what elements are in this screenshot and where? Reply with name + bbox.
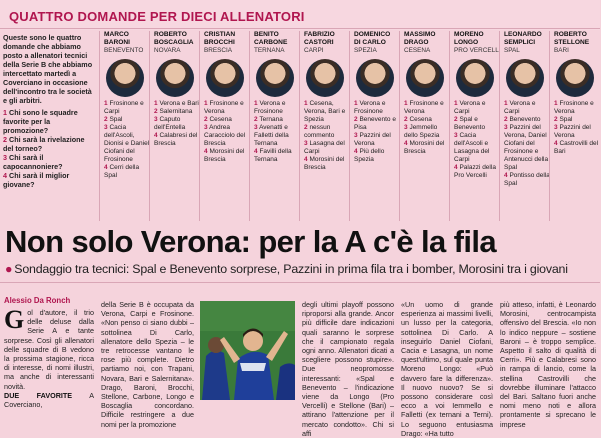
coach-portrait bbox=[506, 59, 544, 97]
answer-number: 3 bbox=[254, 124, 258, 131]
answer-number: 1 bbox=[304, 100, 308, 107]
answer-text: Morosini del Brescia bbox=[404, 140, 445, 155]
answer-number: 3 bbox=[354, 132, 358, 139]
answer-text: Verona e Frosinone bbox=[354, 100, 386, 115]
answer-number: 4 bbox=[454, 164, 458, 171]
answer-number: 1 bbox=[254, 100, 258, 107]
coach-name: MORENO LONGO bbox=[454, 31, 484, 46]
answer-number: 2 bbox=[354, 116, 358, 123]
coach-answer bbox=[404, 116, 451, 124]
answer-number: 4 bbox=[204, 148, 208, 155]
coach-column bbox=[399, 31, 451, 221]
coach-column bbox=[99, 31, 151, 221]
coach-name: ROBERTO BOSCAGLIA bbox=[154, 31, 194, 46]
article-column-3: degli ultimi playoff possono riproporsi alla grande. Ancor più difficile dare indicazioni quali saranno le sorprese che il campionato regala ogni anno. Allenatori dicati a scegliere possono stupire». Due neopromosse interessanti: «Spal e Benevento – l'indicazione viene da Longo (Pro Vercelli) e Stellone (Bari) – attirano l'attenzione per il mercato condotto». Chi si affi bbox=[302, 300, 394, 438]
coach-answer bbox=[354, 132, 401, 148]
article-col1-text: ol d'autore, il trio delle deluse dalla Serie A e tante sorprese. Così gli allenatori delle squadre di B vedono la prossima stagione, ricca di interesse, di nomi illustri, ma anche di interessanti novità. bbox=[4, 308, 94, 391]
coach-answer bbox=[554, 116, 601, 124]
coach-answers bbox=[254, 100, 301, 164]
coach-portrait bbox=[556, 59, 594, 97]
coach-team: SPAL bbox=[504, 47, 520, 54]
coach-name: DOMENICO DI CARLO bbox=[354, 31, 391, 46]
subhead-text: Sondaggio tra tecnici: Spal e Benevento sorprese, Pazzini in prima fila tra i bomber, Morosini tra i giovani bbox=[14, 262, 568, 276]
byline: Alessio Da Ronch bbox=[4, 296, 71, 305]
coach-team: BARI bbox=[554, 47, 569, 54]
coach-answers bbox=[404, 100, 451, 156]
answer-text: Spal bbox=[109, 116, 123, 123]
coach-answers bbox=[454, 100, 501, 180]
coach-answer bbox=[204, 100, 251, 116]
coach-answer bbox=[154, 132, 201, 148]
intro-text: Queste sono le quattro domande che abbiamo posto a allenatori tecnici della Serie B che abbiamo intercettato martedì a Coverciano in occasione dell'incontro tra le società e gli arbitri. bbox=[3, 33, 93, 105]
coach-name: ROBERTO STELLONE bbox=[554, 31, 590, 46]
coach-answer bbox=[354, 100, 401, 116]
coach-answer bbox=[254, 124, 301, 148]
answer-text: Morosini del Brescia bbox=[204, 148, 245, 163]
coach-name: MASSIMO DRAGO bbox=[404, 31, 436, 46]
question-3: 3 Chi sarà il capocannoniere? bbox=[3, 153, 63, 171]
coach-answers bbox=[154, 100, 201, 148]
answer-number: 4 bbox=[154, 132, 158, 139]
answer-number: 1 bbox=[504, 100, 508, 107]
article-column-1 bbox=[4, 305, 94, 410]
coach-column bbox=[499, 31, 551, 221]
coach-team: PRO VERCELLI bbox=[454, 47, 501, 54]
section-title: QUATTRO DOMANDE PER DIECI ALLENATORI bbox=[9, 9, 305, 24]
coach-portrait bbox=[106, 59, 144, 97]
answer-text: nessun commento bbox=[304, 124, 335, 139]
answer-number: 2 bbox=[304, 124, 308, 131]
article-col1-label: DUE FAVORITE bbox=[4, 390, 73, 400]
answer-number: 2 bbox=[504, 116, 508, 123]
coach-column bbox=[349, 31, 401, 221]
coach-answers bbox=[504, 100, 551, 188]
question-2: 2 Chi sarà la rivelazione del torneo? bbox=[3, 135, 85, 153]
coach-column bbox=[149, 31, 201, 221]
answer-text: Cacia dell'Ascoli e Lasagna del Carpi bbox=[454, 132, 490, 163]
coach-answer bbox=[104, 116, 151, 124]
coach-answer bbox=[204, 124, 251, 148]
answer-text: Verona e Bari bbox=[159, 100, 199, 107]
coach-answer bbox=[104, 100, 151, 116]
answer-text: Cesena, Verona, Bari e Spezia bbox=[304, 100, 346, 123]
answer-text: Ternana bbox=[259, 116, 283, 123]
coach-answer bbox=[554, 100, 601, 116]
coach-answer bbox=[154, 108, 201, 116]
player-photo bbox=[200, 301, 295, 400]
answer-number: 1 bbox=[204, 100, 208, 107]
coach-answer bbox=[154, 100, 201, 108]
question-4: 4 Chi sarà il miglior giovane? bbox=[3, 171, 70, 189]
question-1: 1 Chi sono le squadre favorite per la promozione? bbox=[3, 108, 78, 135]
coach-portrait bbox=[406, 59, 444, 97]
answer-number: 2 bbox=[554, 116, 558, 123]
answer-text: Pazzini del Verona, Daniel Ciofani del Frosinone e Antenucci della Spal bbox=[504, 124, 549, 171]
coach-answer bbox=[304, 140, 351, 156]
answer-text: Benevento e Pisa bbox=[354, 116, 396, 131]
coach-answer bbox=[104, 164, 151, 180]
coach-answer bbox=[204, 116, 251, 124]
answer-number: 4 bbox=[504, 172, 508, 179]
answer-number: 4 bbox=[404, 140, 408, 147]
answer-number: 1 bbox=[554, 100, 558, 107]
answer-text: Pontisso della Spal bbox=[504, 172, 550, 187]
answer-text: Frosinone e Verona bbox=[404, 100, 444, 115]
answer-number: 4 bbox=[304, 156, 308, 163]
answer-text: Calabresi del Brescia bbox=[154, 132, 198, 147]
coach-column bbox=[199, 31, 251, 221]
coach-name: BENITO CARBONE bbox=[254, 31, 288, 46]
coach-answer bbox=[454, 164, 501, 180]
coach-team: BENEVENTO bbox=[104, 47, 144, 54]
coach-answer bbox=[454, 132, 501, 164]
answer-text: Caputo dell'Entella bbox=[154, 116, 186, 131]
answer-number: 3 bbox=[454, 132, 458, 139]
coach-column bbox=[299, 31, 351, 221]
answer-text: Frosinone e Verona bbox=[554, 100, 594, 115]
coach-answer bbox=[554, 140, 601, 156]
coach-team: NOVARA bbox=[154, 47, 181, 54]
coach-portrait bbox=[156, 59, 194, 97]
coach-answer bbox=[254, 148, 301, 164]
coach-team: BRESCIA bbox=[204, 47, 233, 54]
answer-text: Andrea Caracciolo del Brescia bbox=[204, 124, 246, 147]
coach-team: CARPI bbox=[304, 47, 324, 54]
coach-answers bbox=[304, 100, 351, 172]
answer-text: Più dello Spezia bbox=[354, 148, 385, 163]
answer-number: 1 bbox=[354, 100, 358, 107]
coach-name: FABRIZIO CASTORI bbox=[304, 31, 335, 46]
answer-number: 3 bbox=[404, 124, 408, 131]
answer-number: 3 bbox=[204, 124, 208, 131]
dropcap: G bbox=[4, 305, 25, 334]
coach-column bbox=[449, 31, 501, 221]
answer-number: 2 bbox=[154, 108, 158, 115]
coach-answer bbox=[404, 140, 451, 156]
answer-number: 1 bbox=[404, 100, 408, 107]
coach-answer bbox=[254, 116, 301, 124]
article-column-5: più atteso, infatti, è Leonardo Morosini, centrocampista offensivo del Brescia. «Io non lo indico neppure – sostiene Baroni – è troppo semplice. Aspetto il salto di qualità di Cerri». Più e Calabresi sono in rampa di lancio, come la stellina Castrovilli che dovrebbe illuminare l'attacco del Bari. Saltano fuori anche nomi meno noti e allora prontamente si sprecano le imprese bbox=[500, 300, 596, 429]
coach-column bbox=[249, 31, 301, 221]
coach-answer bbox=[354, 116, 401, 132]
answer-text: Palazzi della Pro Vercelli bbox=[454, 164, 496, 179]
answer-number: 2 bbox=[404, 116, 408, 123]
coach-portrait bbox=[306, 59, 344, 97]
intro-box bbox=[3, 33, 95, 193]
answer-text: Frosinone e Carpi bbox=[104, 100, 144, 115]
answer-number: 3 bbox=[154, 116, 158, 123]
answer-text: Verona e Carpi bbox=[454, 100, 486, 115]
answer-number: 4 bbox=[354, 148, 358, 155]
coaches-grid bbox=[99, 31, 600, 221]
header-rule bbox=[0, 28, 600, 29]
answer-text: Frosinone e Verona bbox=[204, 100, 244, 115]
coach-answer bbox=[304, 100, 351, 124]
coach-answer bbox=[554, 124, 601, 140]
answer-text: Avenatti e Falletti della Ternana bbox=[254, 124, 289, 147]
coach-answer bbox=[504, 116, 551, 124]
answer-number: 2 bbox=[254, 116, 258, 123]
article-col1-tail: A Coverciano, bbox=[4, 390, 94, 410]
coach-answer bbox=[404, 124, 451, 140]
coach-answer bbox=[504, 124, 551, 172]
answer-number: 2 bbox=[104, 116, 108, 123]
answer-number: 3 bbox=[304, 140, 308, 147]
article-column-2: della Serie B è occupata da Verona, Carpi e Frosinone. «Non penso ci siano dubbi – sottolinea Di Carlo, allenatore dello Spezia – le tre retrocesse vantano le rose più complete. Dietro partiamo noi, con Trapani, Novara, Bari e Salernitana». Drago, Baroni, Brocchi, Stellone, Carbone, Longo e Boscaglia concordano. Difficile restringere a due nomi per la promozione bbox=[101, 300, 194, 429]
answer-number: 2 bbox=[454, 116, 458, 123]
answer-text: Verona e Carpi bbox=[504, 100, 536, 115]
coach-answer bbox=[104, 124, 151, 164]
answer-number: 1 bbox=[104, 100, 108, 107]
coach-team: TERNANA bbox=[254, 47, 285, 54]
answer-text: Pazzini del Verona bbox=[354, 132, 391, 147]
coach-answer bbox=[354, 148, 401, 164]
answer-text: Cerri della Spal bbox=[104, 164, 140, 179]
answer-number: 3 bbox=[504, 124, 508, 131]
coach-answers bbox=[554, 100, 601, 156]
answer-text: Cacia dell'Ascoli, Dionisi e Daniel Ciofani del Frosinone bbox=[104, 124, 150, 163]
headline: Non solo Verona: per la A c'è la fila bbox=[5, 224, 497, 259]
answer-number: 4 bbox=[554, 140, 558, 147]
subhead bbox=[5, 262, 600, 276]
coach-team: SPEZIA bbox=[354, 47, 377, 54]
answer-text: Lasagna del Carpi bbox=[304, 140, 345, 155]
coach-answer bbox=[154, 116, 201, 132]
player-celebration-image bbox=[200, 301, 295, 400]
coach-column bbox=[549, 31, 601, 221]
article-column-4: «Un uomo di grande esperienza ai massimi livelli, un lusso per la categoria, sottolinea Di Carlo. A inseguirlo Daniel Ciofani, Cacia e Lasagna, un nome quest'ultimo, sul quale punta Moreno Longo: «Può davvero fare la differenza». Il nuovo nuovo? Se si possono considerare così ecco a voi Iemmello e Falletti (ex ternani a Terni). Lo seguono entusiasma Drago: «Ha tutto bbox=[401, 300, 493, 438]
coach-team: CESENA bbox=[404, 47, 431, 54]
coach-portrait bbox=[356, 59, 394, 97]
subhead-rule bbox=[0, 282, 600, 283]
answer-number: 1 bbox=[454, 100, 458, 107]
coach-name: LEONARDO SEMPLICI bbox=[504, 31, 542, 46]
coach-answers bbox=[354, 100, 401, 164]
answer-number: 4 bbox=[104, 164, 108, 171]
answer-text: Cesena bbox=[209, 116, 232, 123]
coach-portrait bbox=[206, 59, 244, 97]
answer-number: 1 bbox=[154, 100, 158, 107]
answer-text: Favilli della Ternana bbox=[254, 148, 292, 163]
coach-portrait bbox=[456, 59, 494, 97]
coach-answer bbox=[304, 124, 351, 140]
answer-text: Benevento bbox=[509, 116, 541, 123]
answer-number: 2 bbox=[204, 116, 208, 123]
answer-number: 3 bbox=[554, 124, 558, 131]
answer-text: Salernitana bbox=[159, 108, 193, 115]
answer-text: Castrovilli del Bari bbox=[554, 140, 599, 155]
bullet-icon: ● bbox=[5, 262, 13, 276]
answer-number: 3 bbox=[104, 124, 108, 131]
coach-answers bbox=[104, 100, 151, 180]
coach-answer bbox=[254, 100, 301, 116]
coach-answer bbox=[454, 116, 501, 132]
coach-answer bbox=[404, 100, 451, 116]
answer-text: Jemmello dello Spezia bbox=[404, 124, 440, 139]
answer-number: 4 bbox=[254, 148, 258, 155]
coach-answer bbox=[504, 100, 551, 116]
coach-answer bbox=[304, 156, 351, 172]
answer-text: Cesena bbox=[409, 116, 432, 123]
coach-answer bbox=[204, 148, 251, 164]
answer-text: Morosini del Brescia bbox=[304, 156, 345, 171]
answer-text: Spal bbox=[559, 116, 573, 123]
coach-name: CRISTIAN BROCCHI bbox=[204, 31, 236, 46]
coach-name: MARCO BARONI bbox=[104, 31, 131, 46]
answer-text: Pazzini del Verona bbox=[554, 124, 591, 139]
answer-text: Verona e Frosinone bbox=[254, 100, 286, 115]
answer-text: Spal e Benevento bbox=[454, 116, 486, 131]
coach-answers bbox=[204, 100, 251, 164]
coach-portrait bbox=[256, 59, 294, 97]
coach-answer bbox=[454, 100, 501, 116]
coach-answer bbox=[504, 172, 551, 188]
